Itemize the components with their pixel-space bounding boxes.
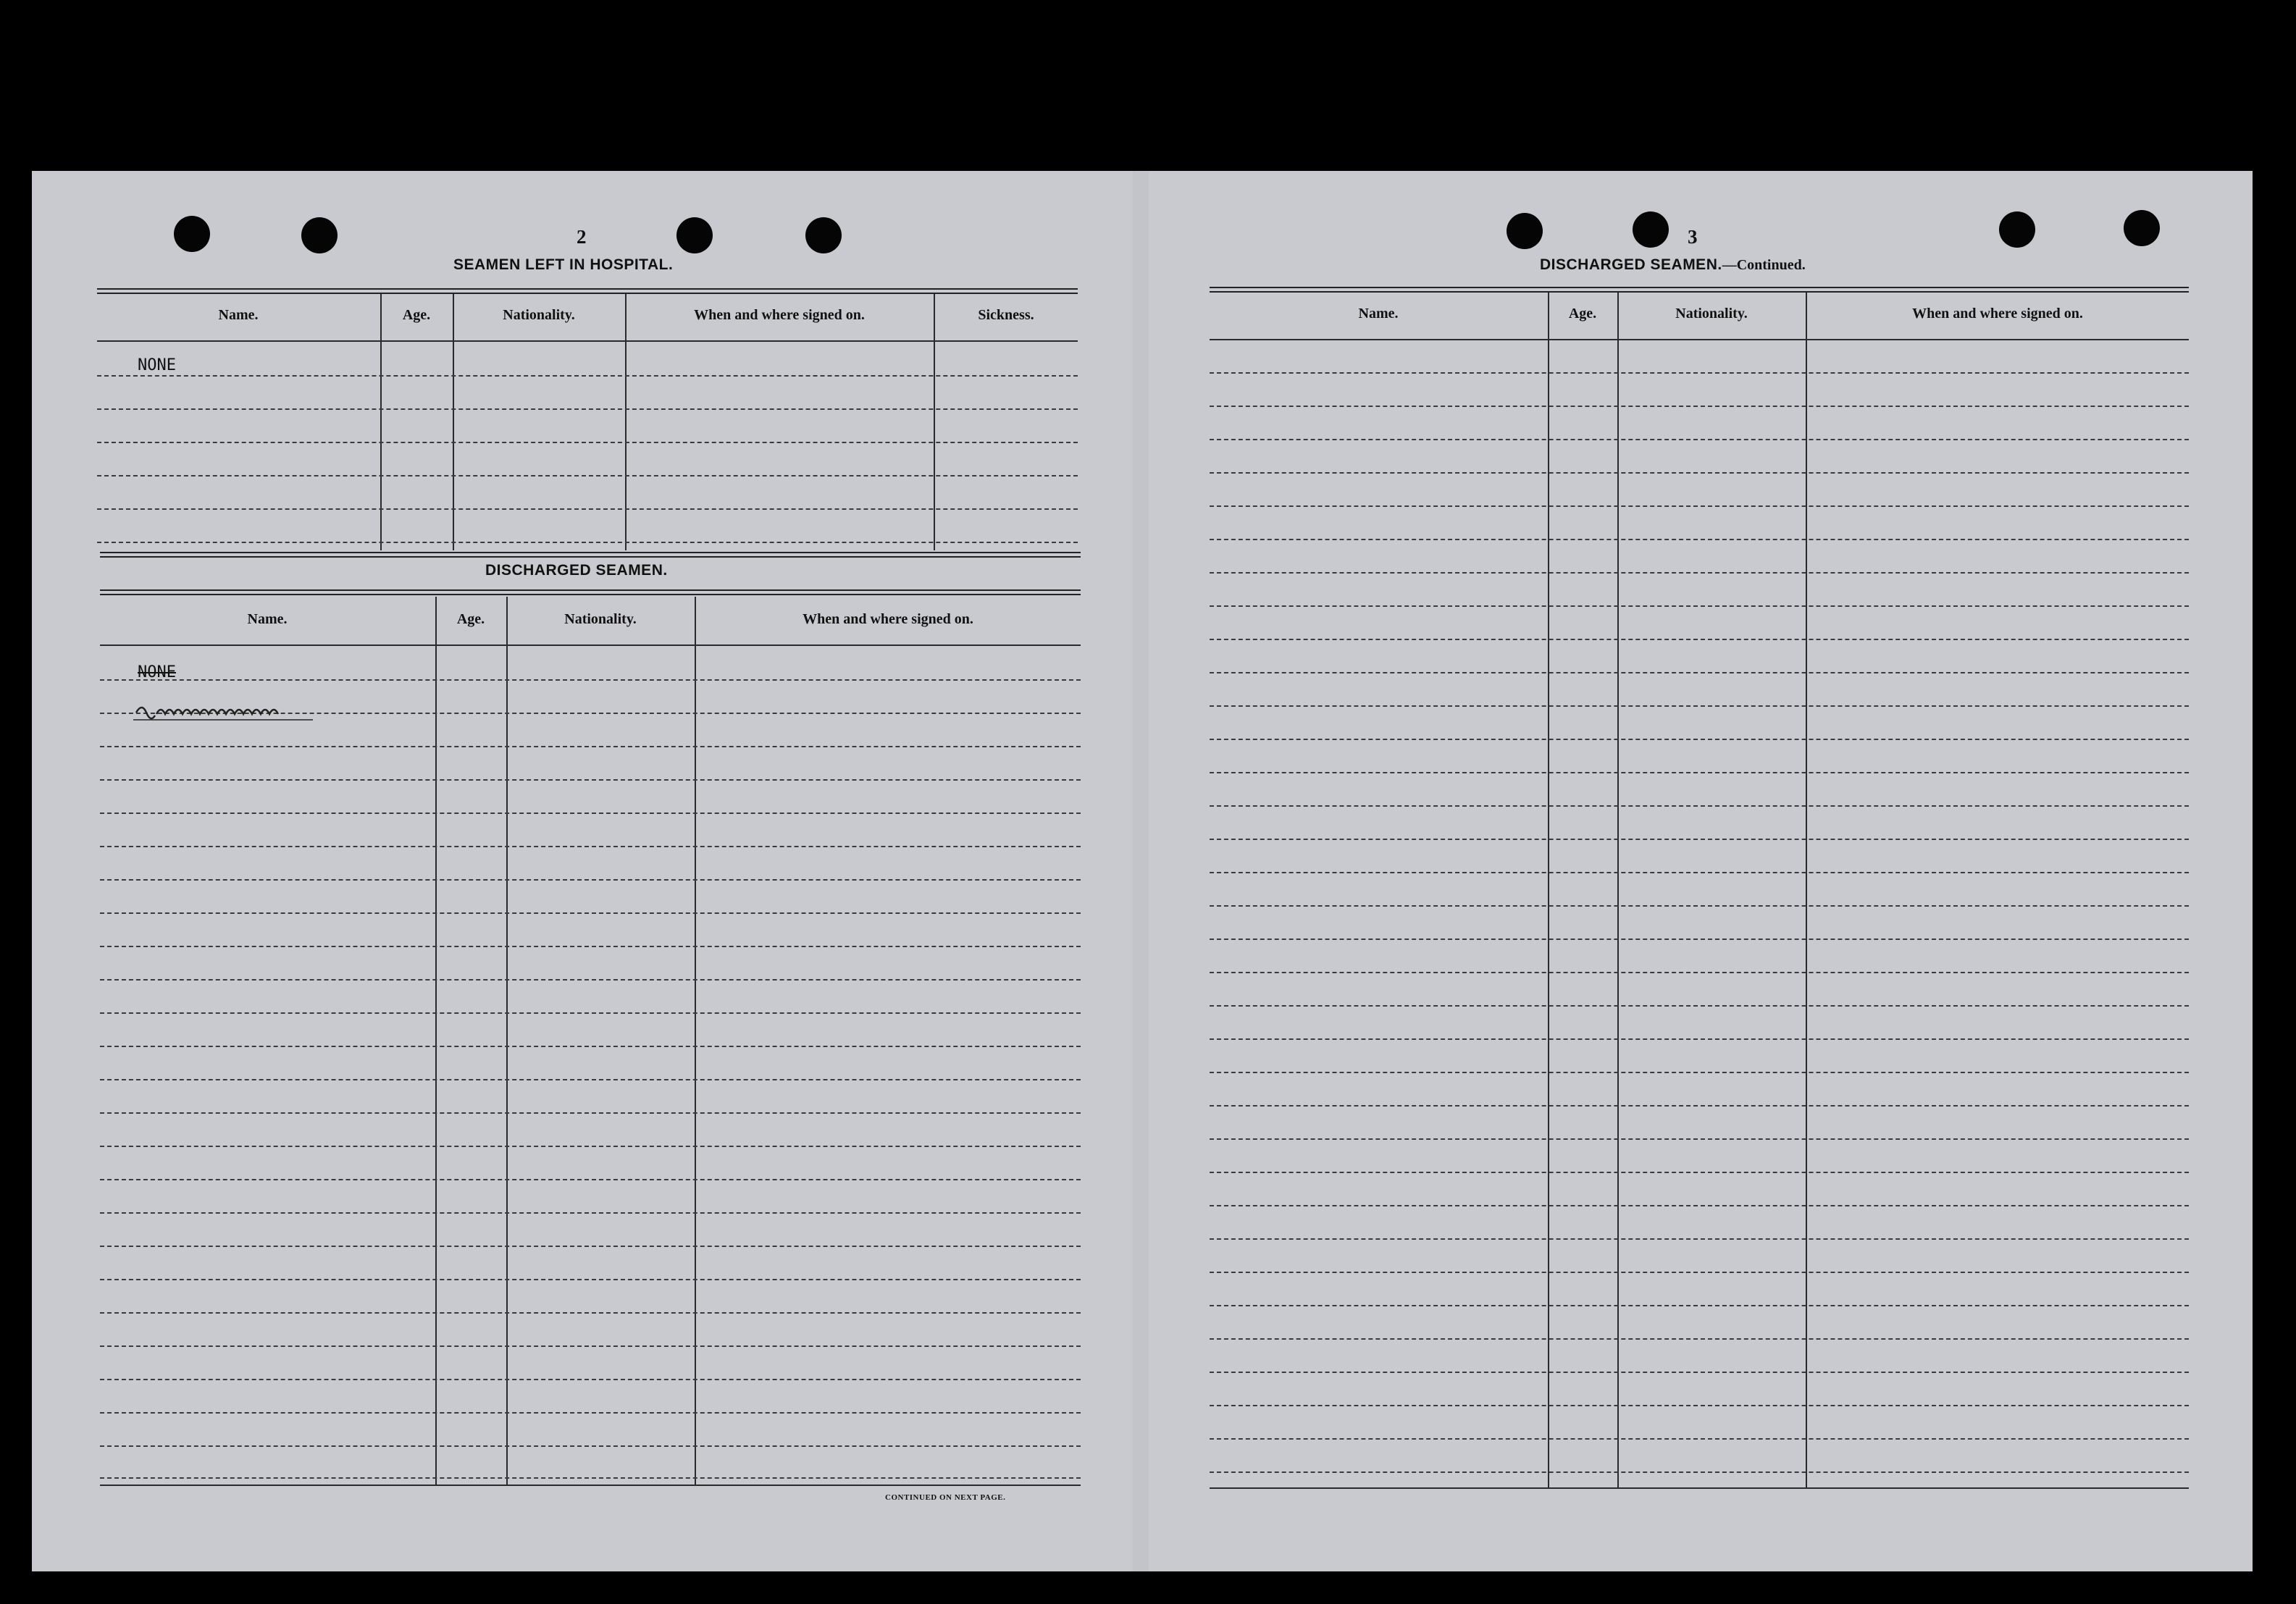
page-fold <box>1133 171 1149 1571</box>
punch-hole <box>301 217 338 253</box>
hospital-col-age: Age. <box>402 307 431 323</box>
discharged-table-right <box>1210 287 2189 1492</box>
discharged-col-name: Name. <box>247 611 288 627</box>
hospital-table <box>97 288 1078 553</box>
hospital-section-title: SEAMEN LEFT IN HOSPITAL. <box>453 256 674 273</box>
hospital-entry-name: NONE <box>138 356 176 374</box>
punch-hole <box>1633 211 1669 248</box>
right-col-name: Name. <box>1358 306 1399 322</box>
document-sheet <box>32 171 2253 1571</box>
punch-hole <box>805 217 842 253</box>
right-col-signed-on: When and where signed on. <box>1912 306 2083 322</box>
discharged-col-age: Age. <box>456 611 485 627</box>
punch-hole <box>174 216 210 252</box>
page-number-right: 3 <box>1688 226 1698 248</box>
discharged-col-signed-on: When and where signed on. <box>803 611 973 627</box>
page-number-left: 2 <box>577 226 587 248</box>
right-col-nationality: Nationality. <box>1675 306 1748 322</box>
handwritten-scribble <box>132 697 378 726</box>
punch-hole <box>1507 213 1543 249</box>
hospital-col-name: Name. <box>218 307 259 323</box>
hospital-col-nationality: Nationality. <box>503 307 575 323</box>
discharged-section-title: DISCHARGED SEAMEN. <box>485 562 668 579</box>
right-col-age: Age. <box>1568 306 1597 322</box>
discharged-table-left <box>100 594 1081 1487</box>
discharged-continued-title-main: DISCHARGED SEAMEN. <box>1540 256 1722 273</box>
continued-footer: CONTINUED ON NEXT PAGE. <box>885 1493 1006 1502</box>
hospital-col-sickness: Sickness. <box>978 307 1034 323</box>
discharged-continued-title <box>1540 256 1806 274</box>
discharged-entry-name: NONE <box>138 663 176 681</box>
punch-hole <box>676 217 713 253</box>
discharged-col-nationality: Nationality. <box>564 611 637 627</box>
punch-hole <box>1999 211 2035 248</box>
hospital-col-signed-on: When and where signed on. <box>694 307 865 323</box>
punch-hole <box>2124 210 2160 246</box>
discharged-continued-suffix: —Continued. <box>1722 257 1806 273</box>
